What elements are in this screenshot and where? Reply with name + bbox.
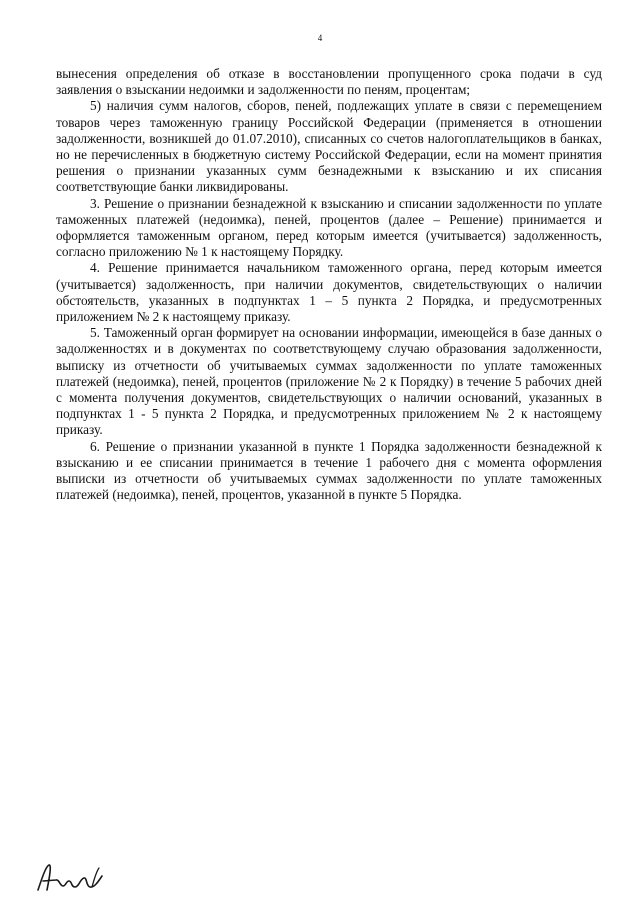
- paragraph-clause-3: 3. Решение о признании безнадежной к взысканию и списании задолженности по уплате таможенных платежей (недоимка), пеней, процентов (далее – Решение) принимается и оформляется таможенным органом, перед которым имеется (учитывается) задолженность, согласно приложению № 1 к настоящему Порядку.: [56, 195, 602, 260]
- document-body: [56, 66, 602, 503]
- handwritten-signature: [32, 860, 122, 896]
- page-number: 4: [317, 33, 323, 43]
- paragraph-clause-5: 5. Таможенный орган формирует на основании информации, имеющейся в базе данных о задолженностях и в документах по соответствующему случаю образования задолженности, выписку из отчетности об учитываемых суммах задолженности по уплате таможенных платежей (недоимка), пеней, процентов (приложение № 2 к Порядку) в течение 5 рабочих дней с момента получения документов, свидетельствующих о наличии оснований, указанных в подпунктах 1 - 5 пункта 2 Порядка, и предусмотренных приложением № 2 к настоящему приказу.: [56, 325, 602, 438]
- paragraph-item-5: 5) наличия сумм налогов, сборов, пеней, подлежащих уплате в связи с перемещением товаров через таможенную границу Российской Федерации (применяется в отношении задолженности, возникшей до 01.07.2010), списанных со счетов налогоплательщиков в банках, но не перечисленных в бюджетную систему Российской Федерации, если на момент принятия решения о признании указанных сумм безнадежными к взысканию и их списания соответствующие банки ликвидированы.: [56, 98, 602, 195]
- paragraph-continuation: вынесения определения об отказе в восстановлении пропущенного срока подачи в суд заявления о взыскании недоимки и задолженности по пеням, процентам;: [56, 66, 602, 98]
- paragraph-clause-6: 6. Решение о признании указанной в пункте 1 Порядка задолженности безнадежной к взысканию и ее списании принимается в течение 1 рабочего дня с момента оформления выписки из отчетности об учитываемых суммах задолженности по уплате таможенных платежей (недоимка), пеней, процентов, указанной в пункте 5 Порядка.: [56, 438, 602, 503]
- paragraph-clause-4: 4. Решение принимается начальником таможенного органа, перед которым имеется (учитывается) задолженность, при наличии документов, свидетельствующих о наличии обстоятельств, указанных в подпунктах 1 – 5 пункта 2 Порядка, и предусмотренных приложением № 2 к настоящему приказу.: [56, 260, 602, 325]
